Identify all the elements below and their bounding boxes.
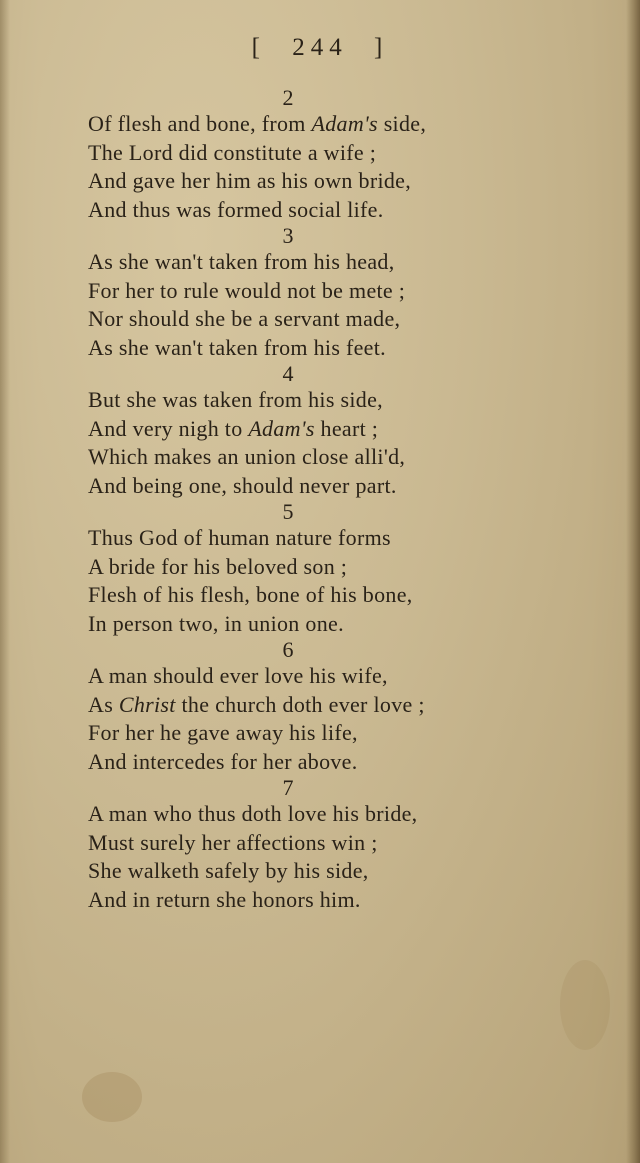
verse-text: A man who thus doth love his bride, <box>88 801 418 826</box>
header-bracket-left: [ <box>251 34 266 61</box>
verse-line <box>88 139 528 168</box>
verse-text: But she was taken from his side, <box>88 387 383 412</box>
verse-line <box>88 472 528 501</box>
stanza-number: 5 <box>282 499 294 524</box>
stanza <box>88 638 528 776</box>
verse-text: And gave her him as his own bride, <box>88 168 412 193</box>
verse-line <box>88 857 528 886</box>
page-edge-right <box>626 0 640 1163</box>
poem-body <box>88 86 528 914</box>
verse-text: And very nigh to <box>88 415 249 441</box>
stanza-number: 3 <box>282 223 294 248</box>
stanza-number: 4 <box>282 361 294 386</box>
verse-line <box>88 277 528 306</box>
verse-italic-text: Adam's <box>248 415 315 441</box>
verse-text: And thus was formed social life. <box>88 196 384 222</box>
verse-line <box>88 248 528 277</box>
verse-line <box>88 524 528 553</box>
verse-text: And being one, should never part. <box>88 472 397 498</box>
verse-text: A man should ever love his wife, <box>88 663 388 688</box>
verse-line <box>88 610 528 639</box>
verse-line <box>88 167 528 196</box>
stanza-number: 7 <box>282 775 294 800</box>
stanza <box>88 224 528 362</box>
stanza <box>88 776 528 914</box>
verse-line <box>88 386 528 415</box>
verse-text: Nor should she be a servant made, <box>88 306 401 331</box>
verse-text: The Lord did constitute a wife ; <box>88 139 377 165</box>
verse-text: Which makes an union close alli'd, <box>88 444 406 469</box>
verse-text: side, <box>377 111 427 136</box>
paper-stain <box>560 960 610 1050</box>
verse-line <box>88 110 528 139</box>
verse-line <box>88 829 528 858</box>
page-number: 244 <box>292 34 348 61</box>
page-edge-left <box>0 0 10 1163</box>
stanza <box>88 500 528 638</box>
verse-line <box>88 800 528 829</box>
verse-text: For her to rule would not be mete ; <box>88 277 406 303</box>
verse-text: As she wan't taken from his feet. <box>88 334 386 360</box>
verse-text: As she wan't taken from his head, <box>88 249 395 274</box>
verse-italic-text: Adam's <box>311 111 378 136</box>
verse-line <box>88 662 528 691</box>
verse-text: Flesh of his flesh, bone of his bone, <box>88 582 413 607</box>
verse-text: Thus God of human nature forms <box>88 525 391 550</box>
verse-line <box>88 196 528 225</box>
verse-line <box>88 553 528 582</box>
verse-line <box>88 719 528 748</box>
verse-text: the church doth ever love ; <box>175 691 425 717</box>
stanza-number: 2 <box>282 85 294 110</box>
verse-line <box>88 305 528 334</box>
verse-text: As <box>88 691 119 717</box>
verse-text: Of flesh and bone, from <box>88 111 312 136</box>
verse-text: heart ; <box>314 415 379 441</box>
verse-line <box>88 443 528 472</box>
verse-italic-text: Christ <box>118 691 176 717</box>
stanza <box>88 86 528 224</box>
verse-line <box>88 334 528 363</box>
header-bracket-right: ] <box>374 34 389 61</box>
verse-line <box>88 748 528 777</box>
stanza-number: 6 <box>282 637 294 662</box>
verse-text: She walketh safely by his side, <box>88 858 369 883</box>
page-header <box>0 34 640 62</box>
verse-line <box>88 691 528 720</box>
verse-line <box>88 581 528 610</box>
verse-text: Must surely her affections win ; <box>88 829 378 855</box>
verse-text: For her he gave away his life, <box>88 720 358 745</box>
stanza <box>88 362 528 500</box>
verse-text: And intercedes for her above. <box>88 748 358 774</box>
verse-text: And in return she honors him. <box>88 886 361 912</box>
verse-text: A bride for his beloved son ; <box>88 553 348 579</box>
paper-stain <box>82 1072 142 1122</box>
verse-line <box>88 886 528 915</box>
verse-line <box>88 415 528 444</box>
verse-text: In person two, in union one. <box>88 610 344 636</box>
